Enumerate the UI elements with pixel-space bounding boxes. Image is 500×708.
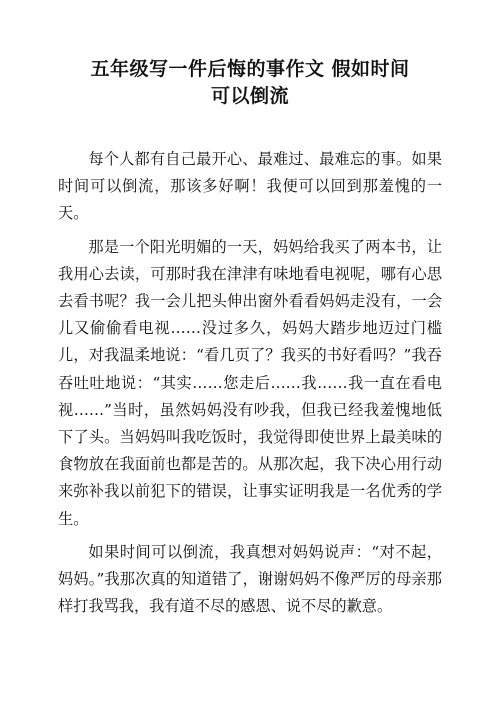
paragraph-1: 每个人都有自己最开心、最难过、最难忘的事。如果时间可以倒流，那该多好啊！我便可以回到那羞愧的一天。 (58, 150, 442, 223)
essay-body (58, 146, 442, 620)
paragraph-2: 那是一个阳光明媚的一天，妈妈给我买了两本书，让我用心去读，可那时我在津津有味地看电视呢，哪有心思去看书呢？我一会儿把头伸出窗外看看妈妈走没有，一会儿又偷偷看电视……没过多久，妈妈大踏步地迈过门槛儿，对我温柔地说：“看几页了？我买的书好看吗？”我吞吞吐吐地说：“其实……您走后……我……我一直在看电视……”当时，虽然妈妈没有吵我，但我已经我羞愧地低下了头。当妈妈叫我吃饭时，我觉得即使世界上最美味的食物放在我面前也都是苦的。从那次起，我下决心用行动来弥补我以前犯下的错误，让事实证明我是一名优秀的学生。 (58, 237, 442, 528)
essay-title-line-1: 五年级写一件后悔的事作文 假如时间 (90, 58, 410, 80)
essay-title-line-2: 可以倒流 (210, 85, 289, 107)
paragraph-3: 如果时间可以倒流，我真想对妈妈说声：“对不起，妈妈。”我那次真的知道错了，谢谢妈妈不像严厉的母亲那样打我骂我，我有道不尽的感恩、说不尽的歉意。 (58, 542, 442, 616)
essay-title (58, 56, 442, 110)
